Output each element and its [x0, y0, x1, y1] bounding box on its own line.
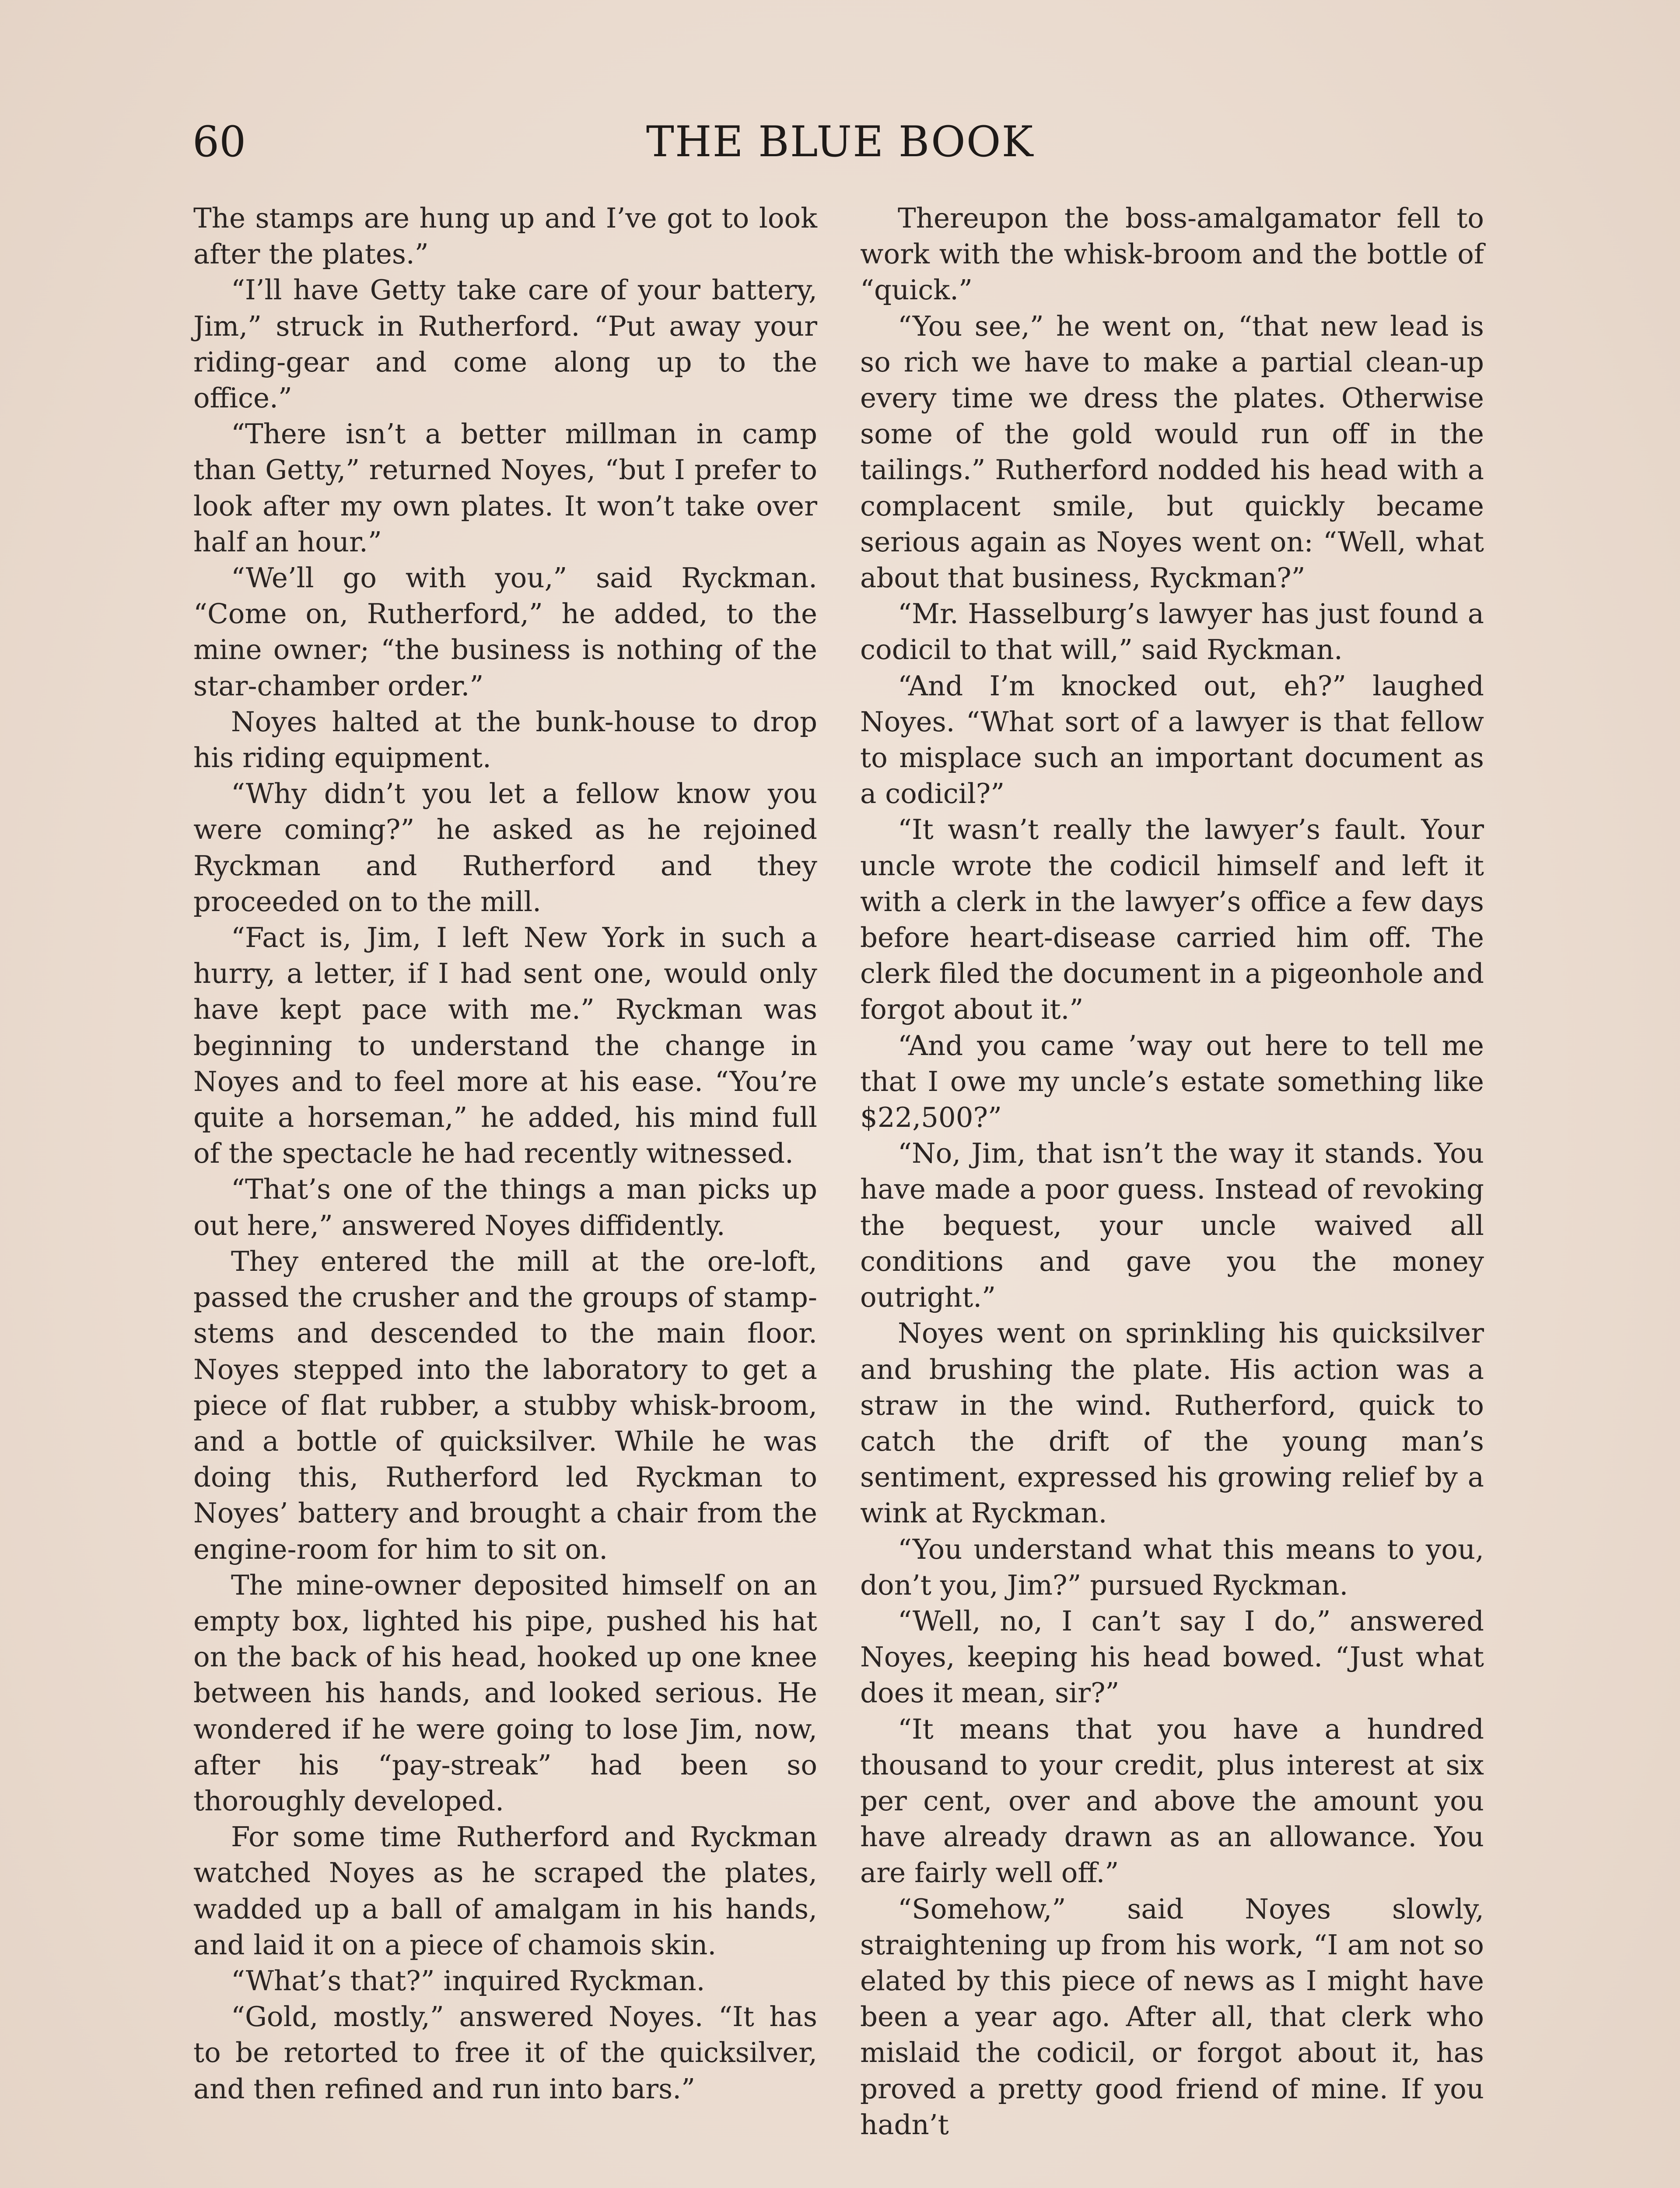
paragraph: “You understand what this means to you, don’t you, Jim?” pursued Ryckman. — [860, 1533, 1484, 1601]
paragraph: They entered the mill at the ore-loft, passed the crusher and the groups of stamp-stems and descended to the main floor. Noyes stepped into the laboratory to get a piece of flat rubber, a stubby whisk-broom, and a bottle of quicksilver. While he was doing this, Rutherford led Ryckman to Noyes’ battery and brought a chair from the engine-room for him to sit on. — [193, 1245, 817, 1565]
paragraph: “It means that you have a hundred thousand to your credit, plus interest at six per cent, over and above the amount you have already drawn as an allowance. You are fairly well off.” — [860, 1713, 1484, 1889]
paragraph: “It wasn’t really the lawyer’s fault. Your uncle wrote the codicil himself and left it with a clerk in the lawyer’s office a few days before heart-disease carried him off. The clerk filed the document in a pigeonhole and forgot about it.” — [860, 813, 1484, 1026]
paragraph: “Why didn’t you let a fellow know you were coming?” he asked as he rejoined Ryckman and Rutherford and they proceeded on to the mill. — [193, 778, 817, 918]
paragraph: “And you came ’way out here to tell me that I owe my uncle’s estate something like $22,500?” — [860, 1029, 1484, 1134]
paragraph: “Fact is, Jim, I left New York in such a hurry, a letter, if I had sent one, would only have kept pace with me.” Ryckman was beginning to understand the change in Noyes and to feel more at his ease. “You’re quite a horseman,” he added, his mind full of the spectacle he had recently witnessed. — [193, 922, 817, 1170]
paragraph: “Well, no, I can’t say I do,” answered Noyes, keeping his head bowed. “Just what does it mean, sir?” — [860, 1605, 1484, 1709]
paragraph: Noyes halted at the bunk-house to drop his riding equipment. — [193, 705, 817, 774]
paragraph: Noyes went on sprinkling his quicksilver and brushing the plate. His action was a straw in the wind. Rutherford, quick to catch the drift of the young man’s sentiment, expressed his growing relief by a wink at Ryckman. — [860, 1317, 1484, 1529]
paragraph: “That’s one of the things a man picks up out here,” answered Noyes diffidently. — [193, 1173, 817, 1241]
paragraph: “Somehow,” said Noyes slowly, straightening up from his work, “I am not so elated by this piece of news as I might have been a year ago. After all, that clerk who mislaid the codicil, or forgot about it, has proved a pretty good friend of mine. If you hadn’t — [860, 1893, 1484, 2141]
paragraph: “And I’m knocked out, eh?” laughed Noyes. “What sort of a lawyer is that fellow to misplace such an important document as a codicil?” — [860, 670, 1484, 810]
paragraph: “What’s that?” inquired Ryckman. — [231, 1964, 705, 1997]
right-column — [860, 200, 1484, 2143]
paragraph: The stamps are hung up and I’ve got to look after the plates.” — [193, 202, 817, 270]
paragraph: “I’ll have Getty take care of your battery, Jim,” struck in Rutherford. “Put away your riding-gear and come along up to the office.” — [193, 274, 817, 414]
paragraph: The mine-owner deposited himself on an empty box, lighted his pipe, pushed his hat on the back of his head, hooked up one knee between his hands, and looked serious. He wondered if he were going to lose Jim, now, after his “pay-streak” had been so thoroughly developed. — [193, 1569, 817, 1817]
paragraph: “Mr. Hasselburg’s lawyer has just found a codicil to that will,” said Ryckman. — [860, 598, 1484, 666]
paragraph: “You see,” he went on, “that new lead is so rich we have to make a partial clean-up every time we dress the plates. Otherwise some of the gold would run off in the tailings.” Rutherford nodded his head with a complacent smile, but quickly became serious again as Noyes went on: “Well, what about that business, Ryckman?” — [860, 310, 1484, 594]
paragraph: “We’ll go with you,” said Ryckman. “Come on, Rutherford,” he added, to the mine owner; “the business is nothing of the star-chamber order.” — [193, 562, 817, 702]
paragraph: “There isn’t a better millman in camp than Getty,” returned Noyes, “but I prefer to look after my own plates. It won’t take over half an hour.” — [193, 418, 817, 558]
paragraph: Thereupon the boss-amalgamator fell to work with the whisk-broom and the bottle of “quick.” — [860, 202, 1484, 306]
running-head: THE BLUE BOOK — [646, 117, 1034, 166]
page-number: 60 — [192, 117, 246, 166]
paragraph: “Gold, mostly,” answered Noyes. “It has to be retorted to free it of the quicksilver, and then refined and run into bars.” — [193, 2001, 817, 2105]
left-column — [193, 200, 817, 2107]
paragraph: “No, Jim, that isn’t the way it stands. You have made a poor guess. Instead of revoking the bequest, your uncle waived all conditions and gave you the money outright.” — [860, 1137, 1484, 1314]
paragraph: For some time Rutherford and Ryckman watched Noyes as he scraped the plates, wadded up a ball of amalgam in his hands, and laid it on a piece of chamois skin. — [193, 1821, 817, 1961]
